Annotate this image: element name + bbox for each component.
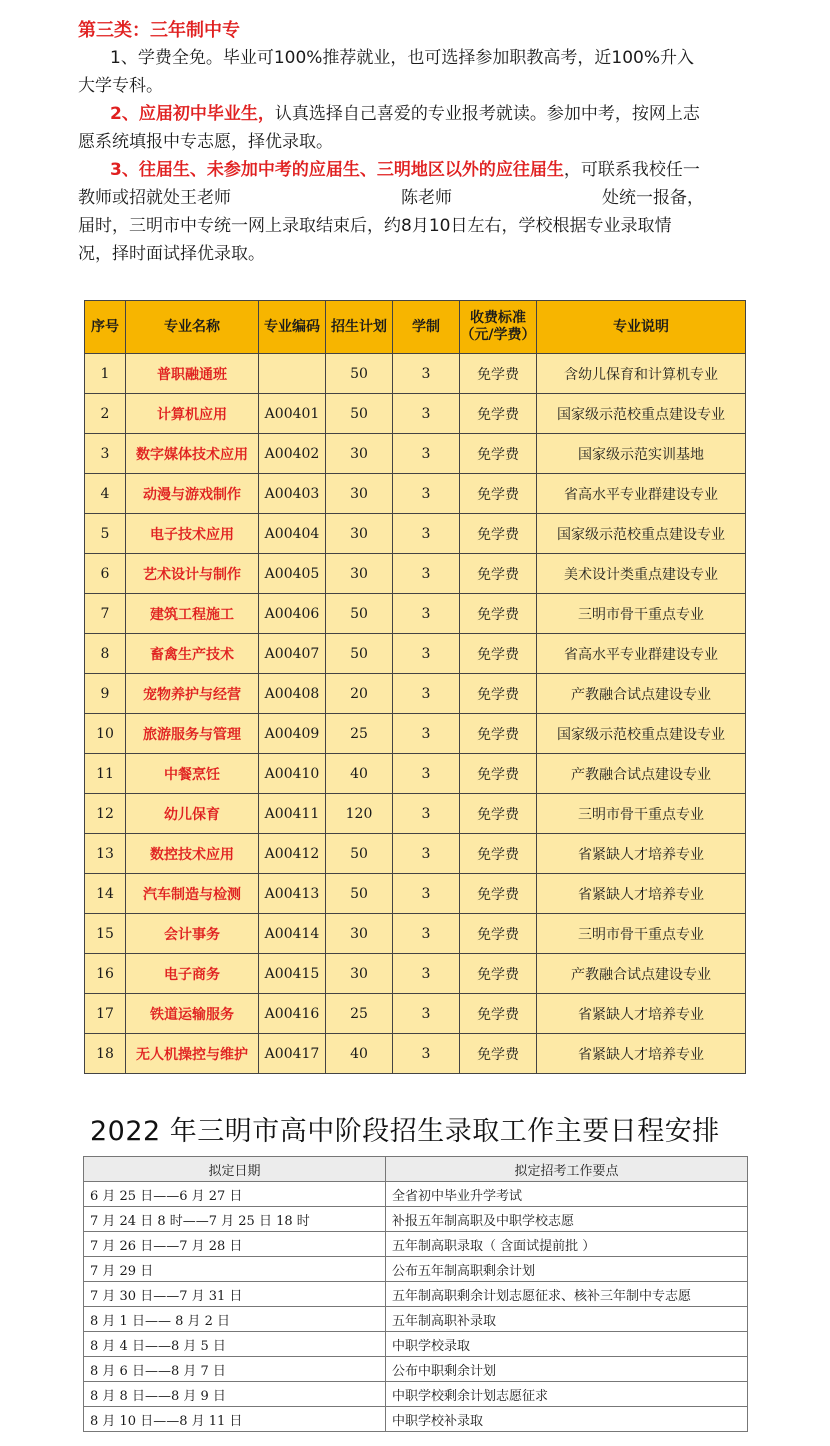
paragraph-3-text: ，可联系我校任一 xyxy=(563,160,700,180)
cell-major-name: 计算机应用 xyxy=(126,394,259,434)
cell-fee: 免学费 xyxy=(460,434,537,474)
cell-enrollment-plan: 30 xyxy=(326,434,393,474)
cell-major-name: 幼儿保育 xyxy=(126,794,259,834)
table-row xyxy=(85,554,746,594)
cell-task: 公布五年制高职剩余计划 xyxy=(386,1257,748,1282)
header-index: 序号 xyxy=(85,301,126,354)
cell-major-name: 无人机操控与维护 xyxy=(126,1034,259,1074)
table-row xyxy=(84,1182,748,1207)
cell-fee: 免学费 xyxy=(460,754,537,794)
cell-description: 三明市骨干重点专业 xyxy=(537,794,746,834)
cell-major-code: A00403 xyxy=(259,474,326,514)
cell-major-name: 普职融通班 xyxy=(126,354,259,394)
cell-fee: 免学费 xyxy=(460,1034,537,1074)
cell-major-name: 旅游服务与管理 xyxy=(126,714,259,754)
section-heading: 第三类：三年制中专 xyxy=(78,20,240,41)
cell-fee: 免学费 xyxy=(460,674,537,714)
table-row xyxy=(84,1382,748,1407)
cell-major-name: 电子商务 xyxy=(126,954,259,994)
cell-duration: 3 xyxy=(393,754,460,794)
cell-fee: 免学费 xyxy=(460,994,537,1034)
cell-major-name: 数控技术应用 xyxy=(126,834,259,874)
schedule-body xyxy=(84,1182,748,1432)
cell-index: 18 xyxy=(85,1034,126,1074)
cell-major-code: A00410 xyxy=(259,754,326,794)
cell-date: 8 月 4 日——8 月 5 日 xyxy=(84,1332,386,1357)
cell-index: 14 xyxy=(85,874,126,914)
cell-duration: 3 xyxy=(393,394,460,434)
cell-major-name: 动漫与游戏制作 xyxy=(126,474,259,514)
cell-major-name: 会计事务 xyxy=(126,914,259,954)
cell-major-code: A00411 xyxy=(259,794,326,834)
cell-major-name: 电子技术应用 xyxy=(126,514,259,554)
cell-enrollment-plan: 50 xyxy=(326,594,393,634)
cell-index: 13 xyxy=(85,834,126,874)
cell-description: 国家级示范校重点建设专业 xyxy=(537,514,746,554)
cell-date: 7 月 24 日 8 时——7 月 25 日 18 时 xyxy=(84,1207,386,1232)
cell-major-name: 汽车制造与检测 xyxy=(126,874,259,914)
cell-task: 全省初中毕业升学考试 xyxy=(386,1182,748,1207)
table-row xyxy=(84,1207,748,1232)
cell-enrollment-plan: 40 xyxy=(326,754,393,794)
table-row xyxy=(85,634,746,674)
cell-index: 1 xyxy=(85,354,126,394)
contact-teacher-chen: 陈老师 xyxy=(401,188,452,208)
table-row xyxy=(84,1357,748,1382)
table-row xyxy=(84,1307,748,1332)
schedule-header-row xyxy=(84,1157,748,1182)
paragraph-2-text: 认真选择自己喜爱的专业报考就读。参加中考，按网上志 xyxy=(274,104,700,124)
cell-description: 国家级示范校重点建设专业 xyxy=(537,714,746,754)
cell-description: 三明市骨干重点专业 xyxy=(537,594,746,634)
cell-index: 4 xyxy=(85,474,126,514)
cell-major-code xyxy=(259,354,326,394)
table-row xyxy=(85,674,746,714)
cell-date: 8 月 1 日—— 8 月 2 日 xyxy=(84,1307,386,1332)
header-duration: 学制 xyxy=(393,301,460,354)
cell-enrollment-plan: 120 xyxy=(326,794,393,834)
cell-index: 17 xyxy=(85,994,126,1034)
cell-date: 7 月 30 日——7 月 31 日 xyxy=(84,1282,386,1307)
cell-description: 省高水平专业群建设专业 xyxy=(537,634,746,674)
cell-description: 三明市骨干重点专业 xyxy=(537,914,746,954)
cell-index: 6 xyxy=(85,554,126,594)
cell-duration: 3 xyxy=(393,1034,460,1074)
cell-task: 五年制高职录取（ 含面试提前批 ） xyxy=(386,1232,748,1257)
table-row xyxy=(84,1332,748,1357)
paragraph-3-end: 况，择时面试择优录取。 xyxy=(78,244,265,264)
cell-duration: 3 xyxy=(393,954,460,994)
cell-description: 产教融合试点建设专业 xyxy=(537,754,746,794)
paragraph-3-highlight: 3、往届生、未参加中考的应届生、三明地区以外的应往届生 xyxy=(110,160,564,180)
cell-description: 国家级示范实训基地 xyxy=(537,434,746,474)
cell-major-code: A00406 xyxy=(259,594,326,634)
cell-index: 9 xyxy=(85,674,126,714)
schedule-table xyxy=(83,1156,748,1432)
table-row xyxy=(85,1034,746,1074)
majors-table xyxy=(84,300,746,1074)
cell-description: 产教融合试点建设专业 xyxy=(537,954,746,994)
cell-major-code: A00417 xyxy=(259,1034,326,1074)
cell-duration: 3 xyxy=(393,834,460,874)
cell-enrollment-plan: 50 xyxy=(326,354,393,394)
cell-fee: 免学费 xyxy=(460,354,537,394)
cell-major-code: A00405 xyxy=(259,554,326,594)
paragraph-1: 1、学费全免。毕业可100%推荐就业，也可选择参加职教高考，近100%升入 xyxy=(110,48,695,68)
cell-duration: 3 xyxy=(393,674,460,714)
cell-duration: 3 xyxy=(393,914,460,954)
header-major-code: 专业编码 xyxy=(259,301,326,354)
cell-index: 3 xyxy=(85,434,126,474)
cell-enrollment-plan: 50 xyxy=(326,834,393,874)
cell-index: 16 xyxy=(85,954,126,994)
cell-fee: 免学费 xyxy=(460,834,537,874)
cell-duration: 3 xyxy=(393,354,460,394)
cell-duration: 3 xyxy=(393,634,460,674)
table-row xyxy=(85,994,746,1034)
table-row xyxy=(84,1407,748,1432)
cell-date: 7 月 26 日——7 月 28 日 xyxy=(84,1232,386,1257)
cell-task: 补报五年制高职及中职学校志愿 xyxy=(386,1207,748,1232)
cell-enrollment-plan: 50 xyxy=(326,394,393,434)
cell-fee: 免学费 xyxy=(460,914,537,954)
cell-enrollment-plan: 30 xyxy=(326,474,393,514)
header-task: 拟定招考工作要点 xyxy=(386,1157,748,1182)
cell-fee: 免学费 xyxy=(460,954,537,994)
table-row xyxy=(85,714,746,754)
cell-date: 8 月 10 日——8 月 11 日 xyxy=(84,1407,386,1432)
cell-fee: 免学费 xyxy=(460,794,537,834)
cell-major-code: A00408 xyxy=(259,674,326,714)
cell-enrollment-plan: 20 xyxy=(326,674,393,714)
table-row xyxy=(85,794,746,834)
cell-fee: 免学费 xyxy=(460,634,537,674)
cell-major-code: A00416 xyxy=(259,994,326,1034)
cell-enrollment-plan: 50 xyxy=(326,874,393,914)
cell-fee: 免学费 xyxy=(460,514,537,554)
cell-fee: 免学费 xyxy=(460,714,537,754)
paragraph-3-cont: 届时，三明市中专统一网上录取结束后，约8月10日左右，学校根据专业录取情 xyxy=(78,216,672,236)
cell-task: 中职学校补录取 xyxy=(386,1407,748,1432)
paragraph-2-highlight: 2、应届初中毕业生， xyxy=(110,104,275,124)
cell-major-code: A00415 xyxy=(259,954,326,994)
cell-description: 美术设计类重点建设专业 xyxy=(537,554,746,594)
schedule-title: 2022 年三明市高中阶段招生录取工作主要日程安排 xyxy=(90,1116,720,1147)
cell-duration: 3 xyxy=(393,554,460,594)
cell-index: 2 xyxy=(85,394,126,434)
cell-task: 公布中职剩余计划 xyxy=(386,1357,748,1382)
cell-fee: 免学费 xyxy=(460,594,537,634)
paragraph-1-cont: 大学专科。 xyxy=(78,76,163,96)
cell-major-name: 铁道运输服务 xyxy=(126,994,259,1034)
header-major-name: 专业名称 xyxy=(126,301,259,354)
cell-description: 产教融合试点建设专业 xyxy=(537,674,746,714)
cell-date: 7 月 29 日 xyxy=(84,1257,386,1282)
cell-task: 中职学校剩余计划志愿征求 xyxy=(386,1382,748,1407)
cell-enrollment-plan: 25 xyxy=(326,994,393,1034)
cell-major-code: A00412 xyxy=(259,834,326,874)
cell-description: 省紧缺人才培养专业 xyxy=(537,874,746,914)
cell-enrollment-plan: 50 xyxy=(326,634,393,674)
table-row xyxy=(85,434,746,474)
cell-index: 11 xyxy=(85,754,126,794)
cell-major-name: 中餐烹饪 xyxy=(126,754,259,794)
cell-major-name: 建筑工程施工 xyxy=(126,594,259,634)
cell-enrollment-plan: 30 xyxy=(326,914,393,954)
cell-duration: 3 xyxy=(393,474,460,514)
cell-enrollment-plan: 30 xyxy=(326,554,393,594)
cell-major-name: 宠物养护与经营 xyxy=(126,674,259,714)
table-row xyxy=(85,474,746,514)
cell-task: 五年制高职剩余计划志愿征求、核补三年制中专志愿 xyxy=(386,1282,748,1307)
paragraph-2-cont: 愿系统填报中专志愿，择优录取。 xyxy=(78,132,333,152)
paragraph-2 xyxy=(110,101,790,127)
cell-major-code: A00401 xyxy=(259,394,326,434)
cell-major-name: 畜禽生产技术 xyxy=(126,634,259,674)
cell-date: 8 月 8 日——8 月 9 日 xyxy=(84,1382,386,1407)
table-row xyxy=(85,394,746,434)
cell-index: 8 xyxy=(85,634,126,674)
cell-index: 5 xyxy=(85,514,126,554)
cell-duration: 3 xyxy=(393,714,460,754)
table-row xyxy=(84,1257,748,1282)
cell-description: 省紧缺人才培养专业 xyxy=(537,1034,746,1074)
header-date: 拟定日期 xyxy=(84,1157,386,1182)
cell-description: 省紧缺人才培养专业 xyxy=(537,994,746,1034)
cell-duration: 3 xyxy=(393,994,460,1034)
cell-fee: 免学费 xyxy=(460,874,537,914)
cell-duration: 3 xyxy=(393,514,460,554)
cell-date: 8 月 6 日——8 月 7 日 xyxy=(84,1357,386,1382)
cell-major-name: 数字媒体技术应用 xyxy=(126,434,259,474)
cell-major-code: A00414 xyxy=(259,914,326,954)
cell-duration: 3 xyxy=(393,434,460,474)
table-row xyxy=(85,834,746,874)
cell-description: 省紧缺人才培养专业 xyxy=(537,834,746,874)
cell-major-name: 艺术设计与制作 xyxy=(126,554,259,594)
paragraph-3 xyxy=(110,157,790,183)
table-row xyxy=(84,1232,748,1257)
cell-enrollment-plan: 40 xyxy=(326,1034,393,1074)
cell-index: 10 xyxy=(85,714,126,754)
cell-description: 含幼儿保育和计算机专业 xyxy=(537,354,746,394)
paragraph-3-contact xyxy=(78,185,758,211)
cell-index: 15 xyxy=(85,914,126,954)
header-fee: 收费标准（元/学费） xyxy=(460,301,537,354)
header-enrollment-plan: 招生计划 xyxy=(326,301,393,354)
cell-major-code: A00413 xyxy=(259,874,326,914)
table-row xyxy=(85,514,746,554)
cell-duration: 3 xyxy=(393,874,460,914)
table-row xyxy=(85,914,746,954)
contact-report: 处统一报备， xyxy=(602,188,704,208)
cell-fee: 免学费 xyxy=(460,474,537,514)
cell-major-code: A00404 xyxy=(259,514,326,554)
contact-teacher-wang: 教师或招就处王老师 xyxy=(78,188,231,208)
table-row xyxy=(85,354,746,394)
cell-index: 7 xyxy=(85,594,126,634)
cell-enrollment-plan: 25 xyxy=(326,714,393,754)
cell-description: 国家级示范校重点建设专业 xyxy=(537,394,746,434)
table-row xyxy=(85,594,746,634)
cell-enrollment-plan: 30 xyxy=(326,954,393,994)
cell-enrollment-plan: 30 xyxy=(326,514,393,554)
cell-fee: 免学费 xyxy=(460,554,537,594)
header-description: 专业说明 xyxy=(537,301,746,354)
cell-index: 12 xyxy=(85,794,126,834)
cell-major-code: A00407 xyxy=(259,634,326,674)
cell-major-code: A00402 xyxy=(259,434,326,474)
majors-body xyxy=(85,354,746,1074)
cell-task: 五年制高职补录取 xyxy=(386,1307,748,1332)
table-row xyxy=(85,954,746,994)
table-row xyxy=(84,1282,748,1307)
cell-major-code: A00409 xyxy=(259,714,326,754)
cell-task: 中职学校录取 xyxy=(386,1332,748,1357)
majors-header-row xyxy=(85,301,746,354)
cell-duration: 3 xyxy=(393,794,460,834)
table-row xyxy=(85,874,746,914)
cell-date: 6 月 25 日——6 月 27 日 xyxy=(84,1182,386,1207)
cell-duration: 3 xyxy=(393,594,460,634)
cell-description: 省高水平专业群建设专业 xyxy=(537,474,746,514)
table-row xyxy=(85,754,746,794)
cell-fee: 免学费 xyxy=(460,394,537,434)
